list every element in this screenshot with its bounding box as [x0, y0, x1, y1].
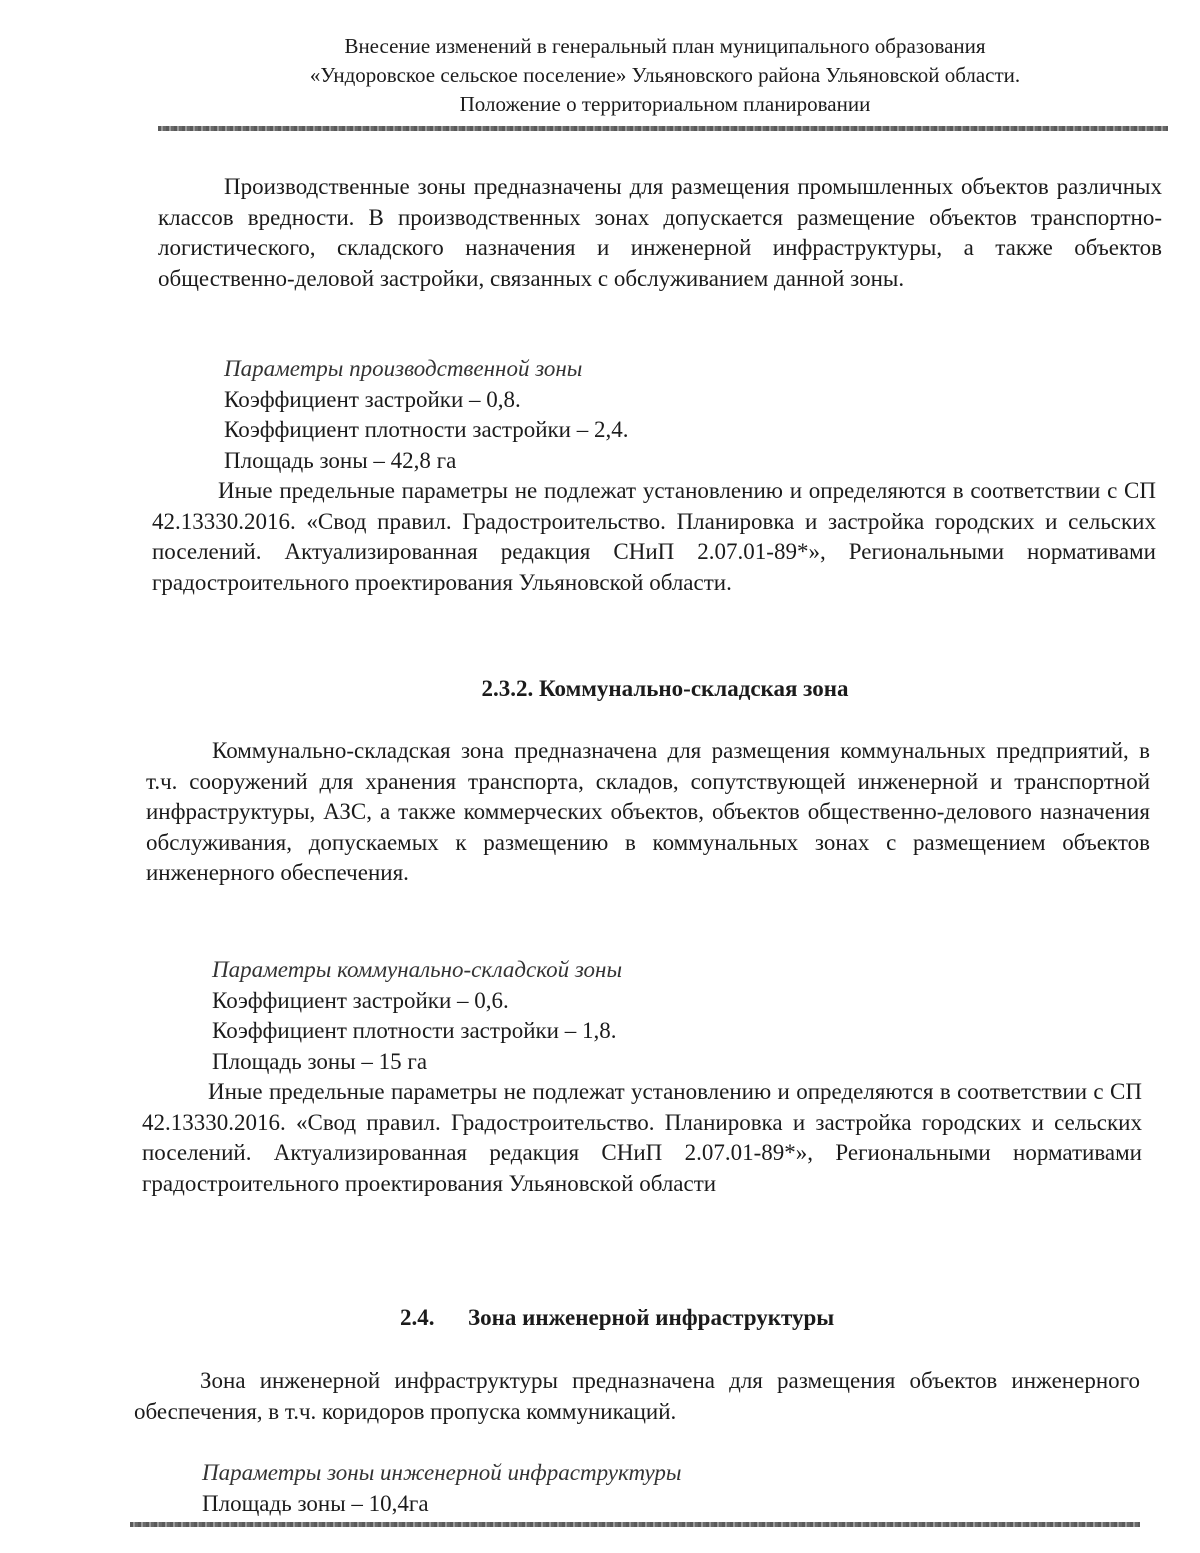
communal-params-other: Иные предельные параметры не подлежат установлению и определяются в соответствии с СП 42.13330.2016. «Свод правил. Градостроительство. Планировка и застройка городских и сельских поселений. Актуализированная редакция СНиП 2.07.01-89*», Региональными нормативами градостроительного проектирования Ульяновской области	[142, 1079, 1142, 1196]
production-param-area: Площадь зоны – 42,8 га	[224, 447, 457, 473]
header-divider	[158, 126, 1168, 131]
communal-param-coverage: Коэффициент застройки – 0,6.	[212, 987, 509, 1013]
communal-params-title: Параметры коммунально-складской зоны	[212, 957, 623, 982]
engineering-zone-heading	[400, 1305, 940, 1331]
header-line-1: Внесение изменений в генеральный план муниципального образования	[344, 34, 986, 58]
communal-zone-paragraph: Коммунально-складская зона предназначена для размещения коммунальных предприятий, в т.ч. сооружений для хранения транспорта, складов, сопутствующей инженерной и транспортной инфраструктуры, АЗС, а также коммерческих объектов, объектов общественно-делового назначения обслуживания, допускаемых к размещению в коммунальных зонах с размещением объектов инженерного обеспечения.	[146, 738, 1150, 885]
communal-zone-heading: 2.3.2. Коммунально-складская зона	[481, 676, 849, 701]
production-param-coverage: Коэффициент застройки – 0,8.	[224, 386, 521, 412]
production-param-density: Коэффициент плотности застройки – 2,4.	[224, 417, 629, 442]
engineering-zone-params	[134, 1458, 1134, 1519]
production-zone-params	[152, 354, 1156, 598]
engineering-zone-paragraph: Зона инженерной инфраструктуры предназначена для размещения объектов инженерного обеспечения, в т.ч. коридоров пропуска коммуникаций.	[134, 1368, 1140, 1424]
production-params-title: Параметры производственной зоны	[224, 356, 583, 381]
communal-param-area: Площадь зоны – 15 га	[212, 1048, 428, 1074]
communal-zone-block	[146, 736, 1150, 889]
engineering-heading-title: Зона инженерной инфраструктуры	[468, 1305, 835, 1330]
engineering-zone-block	[134, 1366, 1140, 1427]
communal-zone-params	[142, 955, 1142, 1199]
header-line-3: Положение о территориальном планировании	[459, 92, 871, 116]
engineering-param-area: Площадь зоны – 10,4га	[202, 1490, 429, 1516]
production-params-other: Иные предельные параметры не подлежат установлению и определяются в соответствии с СП 42.13330.2016. «Свод правил. Градостроительство. Планировка и застройка городских и сельских поселений. Актуализированная редакция СНиП 2.07.01-89*», Региональными нормативами градостроительного проектирования Ульяновской области.	[152, 478, 1156, 595]
header-line-2: «Ундоровское сельское поселение» Ульяновского района Ульяновской области.	[309, 63, 1021, 87]
production-zone-block	[158, 172, 1162, 294]
communal-param-density: Коэффициент плотности застройки – 1,8.	[212, 1018, 617, 1043]
engineering-params-title: Параметры зоны инженерной инфраструктуры	[202, 1460, 682, 1485]
engineering-heading-number: 2.4.	[400, 1305, 435, 1330]
production-zone-paragraph: Производственные зоны предназначены для размещения промышленных объектов различных классов вредности. В производственных зонах допускается размещение объектов транспортно-логистического, складского назначения и инженерной инфраструктуры, а также объектов общественно-деловой застройки, связанных с обслуживанием данной зоны.	[158, 174, 1162, 291]
footer-divider	[130, 1522, 1140, 1527]
page-header	[160, 32, 1170, 119]
